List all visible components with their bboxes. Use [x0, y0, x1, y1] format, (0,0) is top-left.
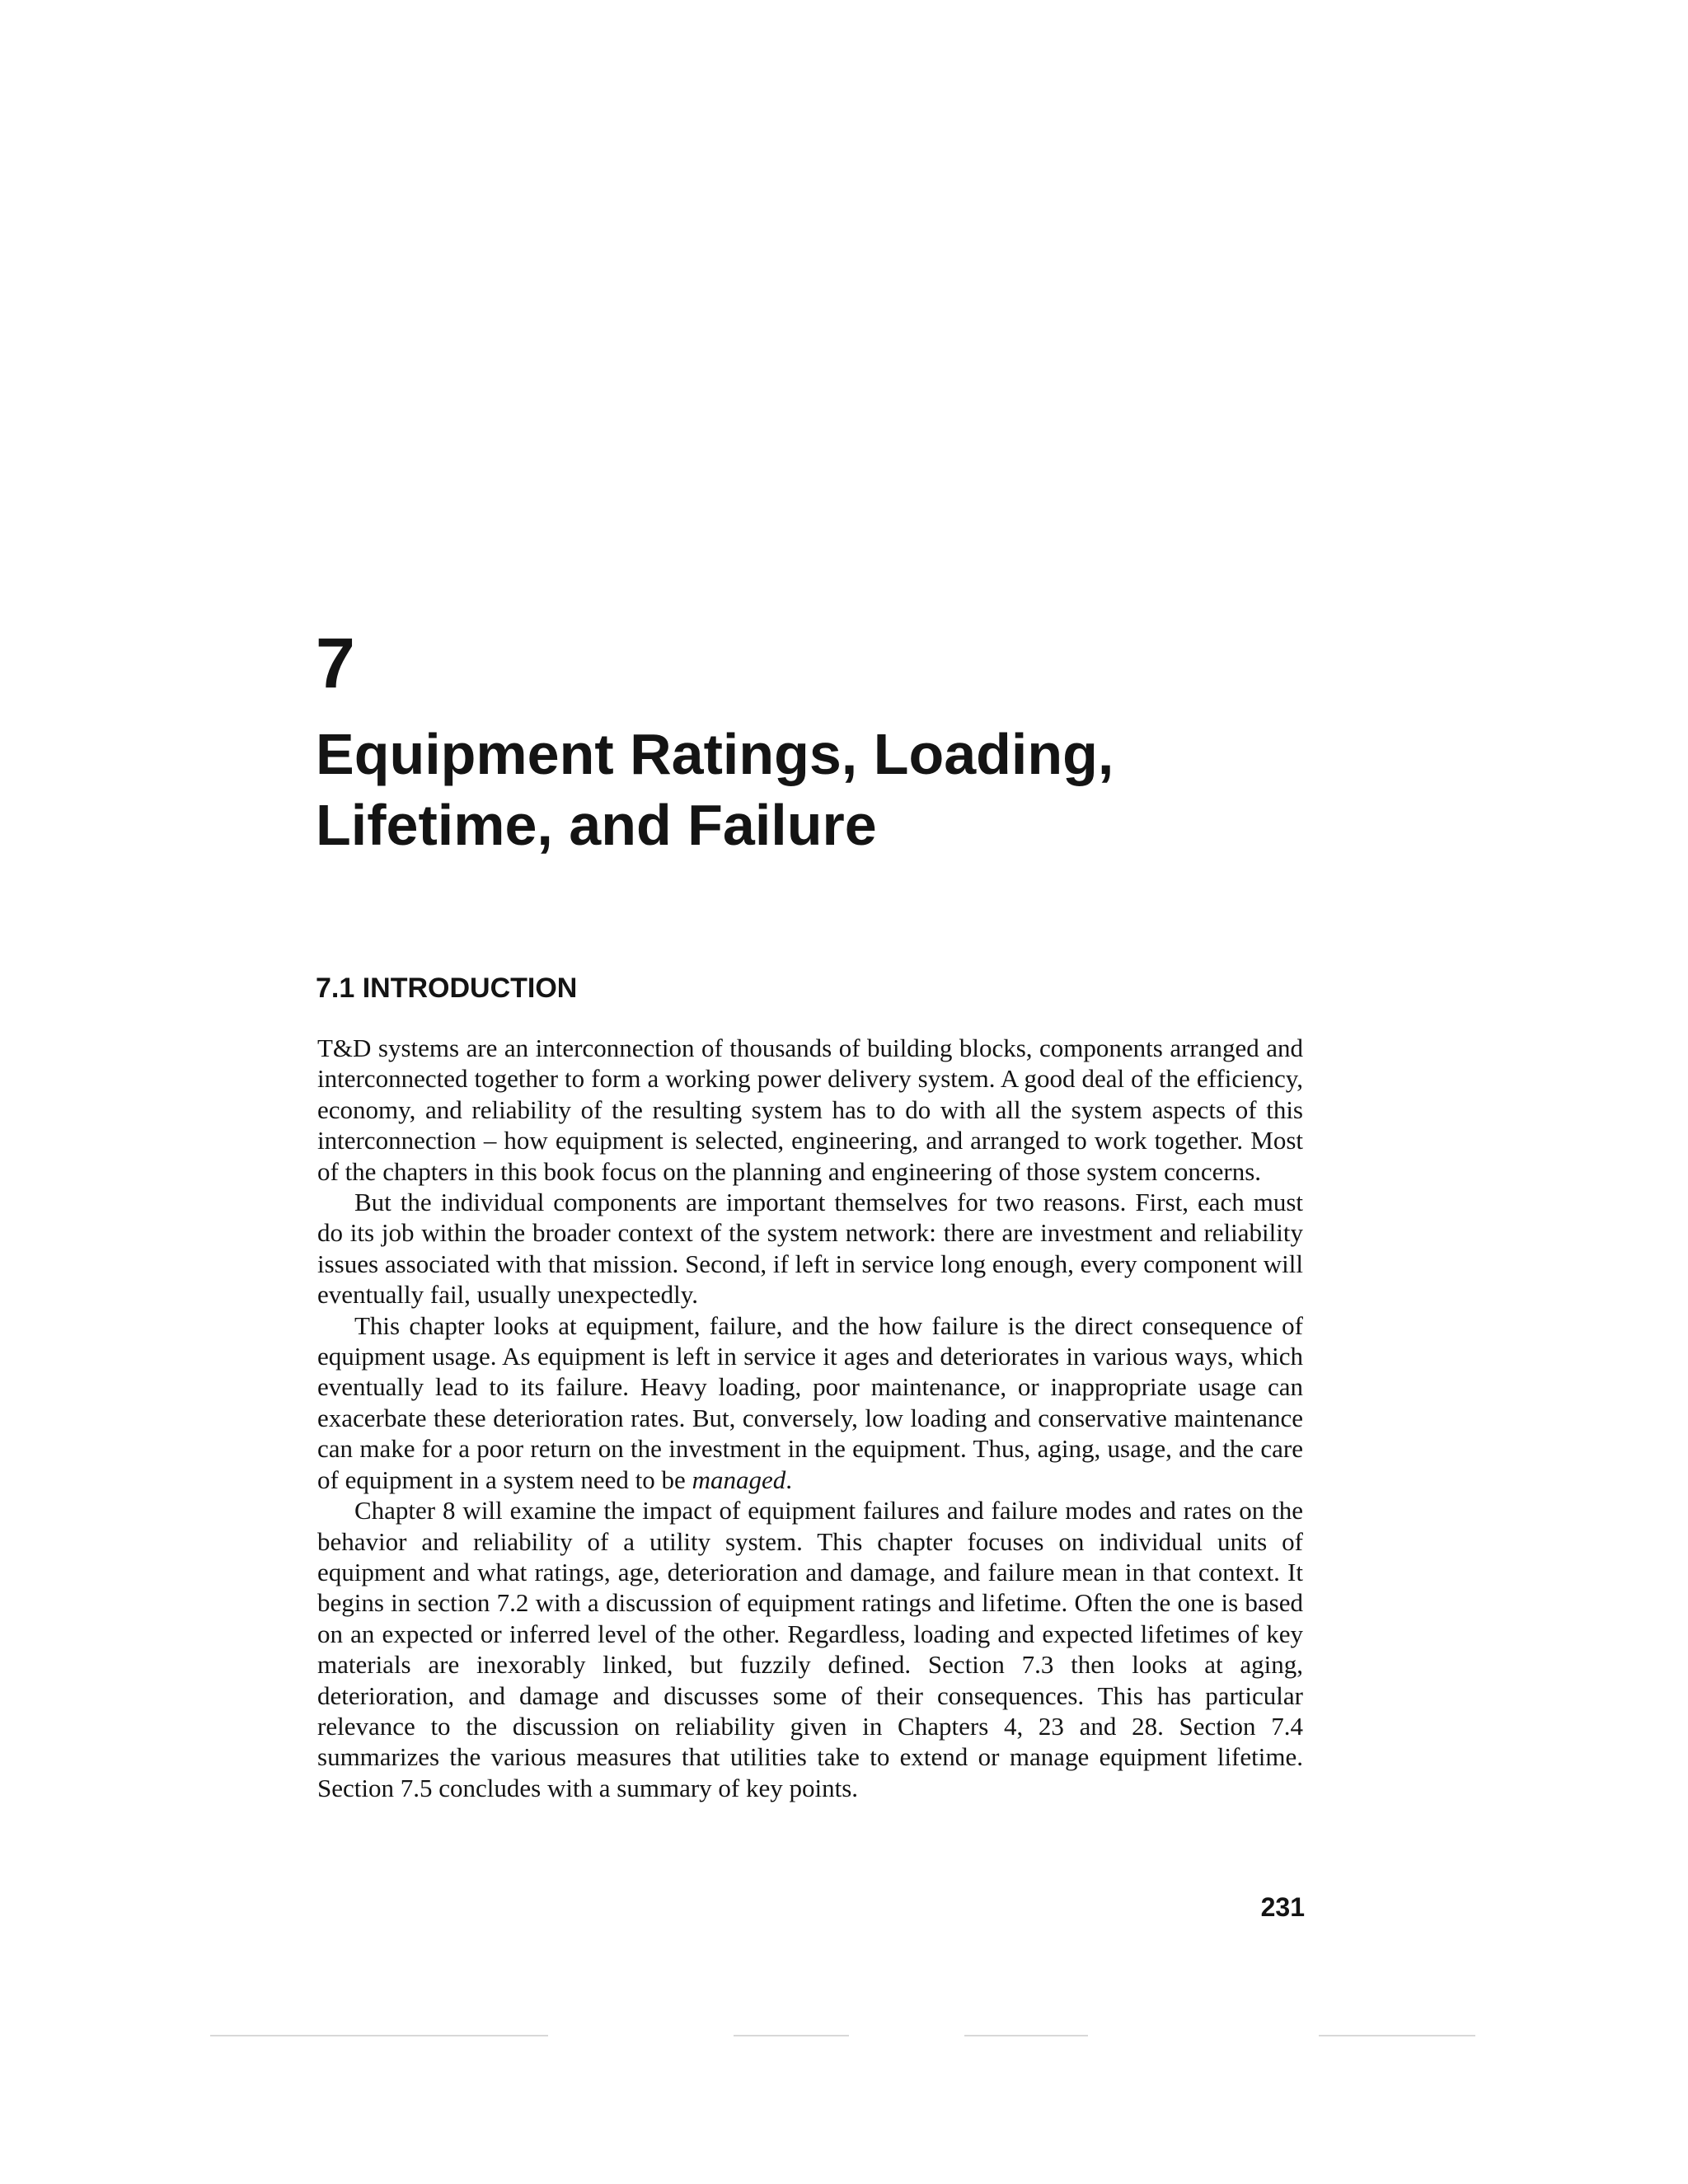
paragraph-3-end: .	[785, 1465, 792, 1494]
chapter-title-line-1: Equipment Ratings, Loading,	[316, 722, 1114, 786]
section-body	[317, 1033, 1303, 1803]
paragraph-4: Chapter 8 will examine the impact of equipment failures and failure modes and rates on the behavior and reliability of a utility system. This chapter focuses on individual units of equipment and what ratings, age, deterioration and damage, and failure mean in that context. It begins in section 7.2 with a discussion of equipment ratings and lifetime. Often the one is based on an expected or inferred level of the other. Regardless, loading and expected lifetimes of key materials are inexorably linked, but fuzzily defined. Section 7.3 then looks at aging, deterioration, and damage and discusses some of their consequences. This has particular relevance to the discussion on reliability given in Chapters 4, 23 and 28. Section 7.4 summarizes the various measures that utilities take to extend or manage equipment lifetime. Section 7.5 concludes with a summary of key points.	[317, 1496, 1303, 1802]
scan-artifact-line	[210, 2035, 548, 2036]
scan-artifact-line	[1319, 2035, 1475, 2036]
chapter-number: 7	[316, 624, 355, 703]
section-heading: 7.1 INTRODUCTION	[316, 972, 578, 1004]
chapter-title-line-2: Lifetime, and Failure	[316, 793, 877, 857]
chapter-title	[316, 719, 1387, 860]
scan-artifact-line	[964, 2035, 1088, 2036]
paragraph-3	[317, 1310, 1303, 1495]
paragraph-3-emphasis: managed	[692, 1465, 786, 1494]
paragraph-1: T&D systems are an interconnection of thousands of building blocks, components arranged and interconnected together to form a working power delivery system. A good deal of the efficiency, economy, and reliability of the resulting system has to do with all the system aspects of this interconnection – how equipment is selected, engineering, and arranged to work together. Most of the chapters in this book focus on the planning and engineering of those system concerns.	[317, 1033, 1303, 1186]
paragraph-3-text: This chapter looks at equipment, failure, and the how failure is the direct consequence of equipment usage. As equipment is left in service it ages and deteriorates in various ways, which eventually lead to its failure. Heavy loading, poor maintenance, or inappropriate usage can exacerbate these deterioration rates. But, conversely, low loading and conservative maintenance can make for a poor return on the investment in the equipment. Thus, aging, usage, and the care of equipment in a system need to be	[317, 1310, 1303, 1494]
paragraph-2: But the individual components are important themselves for two reasons. First, each must do its job within the broader context of the system network: there are investment and reliability issues associated with that mission. Second, if left in service long enough, every component will eventually fail, usually unexpectedly.	[317, 1188, 1303, 1310]
scan-artifact-line	[734, 2035, 849, 2036]
page-number: 231	[1260, 1892, 1305, 1922]
